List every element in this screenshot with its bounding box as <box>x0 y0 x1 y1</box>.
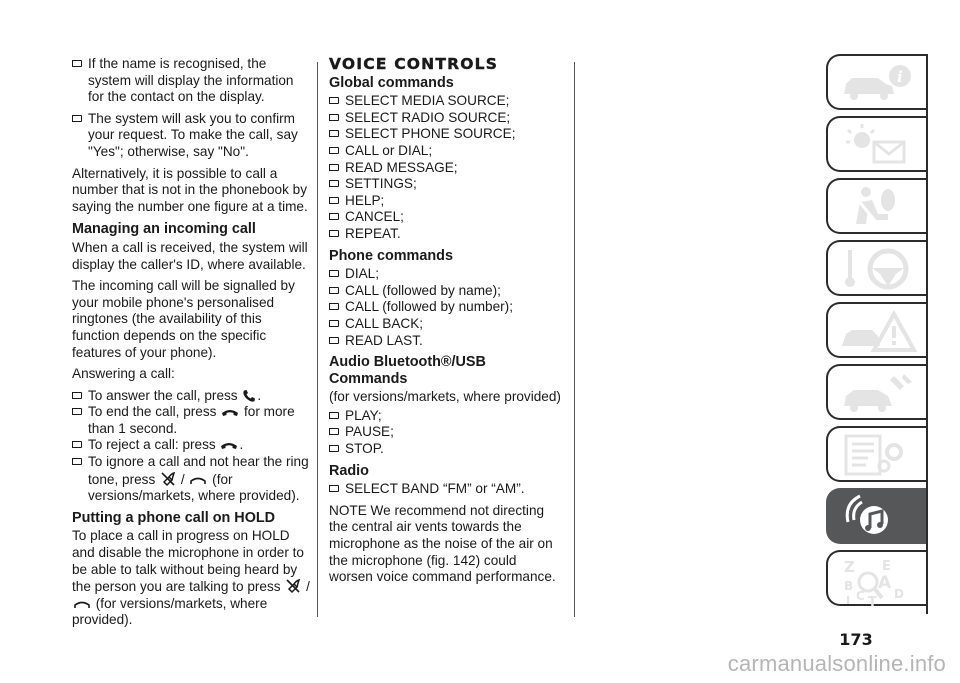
section-title: VOICE CONTROLS <box>329 55 499 73</box>
bullet-ignore-call <box>72 454 310 505</box>
tab-service[interactable] <box>826 364 928 420</box>
answer-suffix: . <box>257 387 262 403</box>
specs-settings-icon <box>838 432 918 478</box>
emergency-car-icon <box>838 308 918 354</box>
ignore-suffix: (for versions/markets, where provided). <box>88 471 300 504</box>
paragraph-answering: Answering a call: <box>72 366 175 382</box>
list-item: CALL (followed by number); <box>329 299 561 316</box>
service-car-icon <box>838 370 918 416</box>
heading-hold: Putting a phone call on HOLD <box>72 509 276 526</box>
tab-emergency[interactable] <box>826 302 928 358</box>
list-item: HELP; <box>329 193 561 210</box>
index-letter: D <box>894 587 904 601</box>
paragraph-ringtones: The incoming call will be signalled by your mobile phone's personalised ringtones (the availability of this function depends on the specific features of your phone). <box>72 278 295 360</box>
tab-index[interactable] <box>826 550 928 606</box>
page-number: 173 <box>839 630 873 649</box>
svg-text:i: i <box>897 68 903 86</box>
warning-lights-icon <box>838 122 918 168</box>
tabs-rule <box>926 54 928 614</box>
chapter-tabs <box>826 54 928 612</box>
hangup-alt-icon <box>73 599 91 611</box>
list-item: CALL or DIAL; <box>329 143 561 160</box>
audio-note: (for versions/markets, where provided) <box>329 389 561 405</box>
index-icon <box>838 556 918 606</box>
ignore-separator: / <box>180 471 185 487</box>
list-item: SETTINGS; <box>329 176 561 193</box>
column-divider-1 <box>317 62 318 617</box>
paragraph-hold <box>72 528 310 629</box>
left-column <box>72 56 310 634</box>
paragraph-alternative-dial: Alternatively, it is possible to call a number that is not in the phonebook by saying the number one figure at a time. <box>72 165 308 214</box>
reject-text: To reject a call: press <box>88 437 216 453</box>
index-letter: Z <box>844 558 855 576</box>
phone-hangup-icon <box>221 407 239 419</box>
hangup-alt-icon <box>189 475 207 487</box>
list-item: READ LAST. <box>329 333 561 350</box>
phone-reject-icon <box>220 440 238 452</box>
watermark: carmanualsonline.info <box>727 651 946 676</box>
index-letter: I <box>846 594 851 606</box>
paragraph-call-received: When a call is received, the system will display the caller's ID, where available. <box>72 239 308 272</box>
list-item: STOP. <box>329 441 561 458</box>
list-item: SELECT BAND “FM” or “AM”. <box>329 481 561 498</box>
right-column <box>329 56 561 591</box>
phone-answer-icon <box>242 389 256 403</box>
end-call-suffix: for more than 1 second. <box>88 404 295 436</box>
hold-suffix: (for versions/markets, where provided). <box>72 595 268 628</box>
index-letter: B <box>844 579 854 593</box>
steering-key-icon <box>838 246 918 292</box>
bullet-end-call <box>72 404 310 437</box>
heading-incoming-call: Managing an incoming call <box>72 221 256 238</box>
index-letter: E <box>882 559 891 574</box>
list-item: PAUSE; <box>329 424 561 441</box>
tab-safety[interactable] <box>826 178 928 234</box>
tab-technical-specs[interactable] <box>826 426 928 482</box>
bullet-reject-call <box>72 437 310 454</box>
tab-warning-lights[interactable] <box>826 116 928 172</box>
phone-commands-list <box>329 266 561 349</box>
safety-airbag-icon <box>838 184 918 230</box>
index-letter: T <box>868 595 877 606</box>
ignore-text: To ignore a call and not hear the ring tone, press <box>88 454 309 487</box>
heading-radio: Radio <box>329 462 369 479</box>
mute-icon <box>160 471 176 487</box>
column-divider-2 <box>574 62 575 617</box>
list-item: CALL BACK; <box>329 316 561 333</box>
bullet-answer-call <box>72 388 310 405</box>
audio-commands-list <box>329 408 561 458</box>
list-item: SELECT PHONE SOURCE; <box>329 126 561 143</box>
global-commands-list <box>329 93 561 242</box>
heading-audio-commands: Audio Bluetooth®/USB Commands <box>329 354 486 387</box>
hold-text: To place a call in progress on HOLD and disable the microphone in order to be able to talk without being heard by the person you are talking to press <box>72 528 304 595</box>
list-item: CANCEL; <box>329 209 561 226</box>
list-item: READ MESSAGE; <box>329 160 561 177</box>
list-item: PLAY; <box>329 408 561 425</box>
bullet-name-recognised: If the name is recognised, the system will display the information for the contact on the display. <box>72 56 310 106</box>
list-item: SELECT MEDIA SOURCE; <box>329 93 561 110</box>
heading-global-commands: Global commands <box>329 74 454 91</box>
list-item: SELECT RADIO SOURCE; <box>329 110 561 127</box>
heading-phone-commands: Phone commands <box>329 247 453 264</box>
end-call-text: To end the call, press <box>88 404 217 420</box>
list-item: CALL (followed by name); <box>329 283 561 300</box>
tab-multimedia[interactable] <box>826 488 928 544</box>
list-item: REPEAT. <box>329 226 561 243</box>
tab-car-info[interactable] <box>826 54 928 110</box>
list-item: DIAL; <box>329 266 561 283</box>
index-letter: A <box>878 573 892 593</box>
tab-starting-driving[interactable] <box>826 240 928 296</box>
answer-text: To answer the call, press <box>88 387 238 403</box>
note-paragraph: NOTE We recommend not directing the central air vents towards the microphone as the noise of the air on the microphone (fig. 142) could worsen voice command performance. <box>329 502 556 585</box>
multimedia-icon <box>838 494 918 540</box>
index-letter: C <box>856 589 865 603</box>
hold-separator: / <box>306 579 310 595</box>
mute-icon <box>285 578 301 594</box>
car-info-icon <box>838 60 918 106</box>
bullet-confirm-request: The system will ask you to confirm your request. To make the call, say "Yes"; otherwise, say "No". <box>72 111 310 161</box>
reject-suffix: . <box>239 437 244 453</box>
